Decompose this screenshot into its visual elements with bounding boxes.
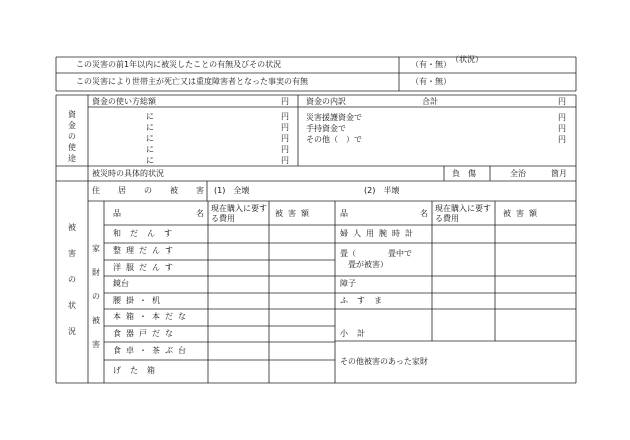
- household-item: 整理だんす: [113, 246, 178, 255]
- funds-side-label: 資金の使途: [68, 110, 76, 163]
- breakdown-item-other: その他（ ）で: [306, 135, 362, 144]
- right-header-cost: 現在購入に要する費用: [435, 204, 491, 223]
- breakdown-other-yen: 円: [558, 135, 566, 144]
- left-header-cost: 現在購入に要する費用: [211, 204, 267, 223]
- months-label: 箇月: [551, 169, 567, 178]
- damage-side-label: 被害の状況: [68, 223, 76, 336]
- right-header-item: 品: [340, 209, 348, 218]
- funds-total-label: 合計: [422, 97, 438, 106]
- household-subtotal-label: 小計: [340, 329, 374, 338]
- usage-row-2-ni: に: [146, 123, 154, 132]
- previous-damage-answer[interactable]: （有・無）: [411, 60, 451, 69]
- usage-row-3-ni: に: [146, 134, 154, 143]
- household-item: 畳が被害）: [340, 260, 388, 269]
- breakdown-item-loan: 災害援護資金で: [306, 113, 362, 122]
- household-item: 洋服だんす: [113, 263, 178, 272]
- usage-row-5-ni: に: [146, 156, 154, 165]
- funds-usage-total-yen: 円: [281, 97, 289, 106]
- usage-row-1-ni: に: [146, 112, 154, 121]
- household-item: げた箱: [113, 366, 164, 375]
- usage-row-3-yen: 円: [281, 134, 289, 143]
- household-item: 本箱・本だな: [113, 312, 191, 321]
- household-item: 和だんす: [113, 229, 181, 238]
- household-item: 障子: [340, 279, 356, 288]
- right-header-amount: 被害額: [503, 209, 542, 218]
- breakdown-item-own: 手持資金で: [306, 124, 346, 133]
- breakdown-loan-yen: 円: [558, 113, 566, 122]
- household-side-label: 家財の被害: [92, 244, 100, 349]
- usage-row-5-yen: 円: [281, 156, 289, 165]
- previous-damage-question: この災害の前1年以内に被災したことの有無及びその状況: [76, 60, 282, 69]
- left-header-amount: 被害額: [275, 209, 314, 218]
- funds-usage-header: 資金の使い方総額: [92, 97, 156, 106]
- usage-row-1-yen: 円: [281, 112, 289, 121]
- house-damage-label: 住 居 の 被 害: [92, 186, 209, 195]
- household-item: 食器戸だな: [113, 329, 178, 338]
- funds-breakdown-header: 資金の内訳: [306, 97, 346, 106]
- house-half-option[interactable]: (2) 半壊: [364, 186, 400, 195]
- situation-label: 被災時の具体的状況: [92, 169, 164, 178]
- right-header-name: 名: [420, 209, 428, 218]
- household-item: 畳（ 畳中で: [340, 249, 412, 258]
- house-full-option[interactable]: (1) 全壊: [214, 186, 250, 195]
- usage-row-4-ni: に: [146, 145, 154, 154]
- injury-label: 負 傷: [452, 169, 476, 178]
- usage-row-2-yen: 円: [281, 123, 289, 132]
- left-header-name: 名: [196, 209, 204, 218]
- usage-row-4-yen: 円: [281, 145, 289, 154]
- head-death-answer[interactable]: （有・無）: [411, 77, 451, 86]
- household-item: 腰掛・机: [113, 296, 165, 305]
- funds-total-yen: 円: [558, 97, 566, 106]
- household-item: 鏡台: [113, 279, 129, 288]
- breakdown-own-yen: 円: [558, 124, 566, 133]
- head-death-question: この災害により世帯主が死亡又は重度障害者となった事実の有無: [76, 77, 308, 86]
- household-item: ふすま: [340, 296, 391, 305]
- previous-damage-note: （状況）: [451, 55, 483, 64]
- recovery-label: 全治: [510, 169, 526, 178]
- other-household-label: その他被害のあった家財: [340, 357, 428, 366]
- household-item: 婦人用腕時計: [340, 229, 418, 238]
- household-item: 食卓・茶ぶ台: [113, 346, 191, 355]
- left-header-item: 品: [113, 209, 121, 218]
